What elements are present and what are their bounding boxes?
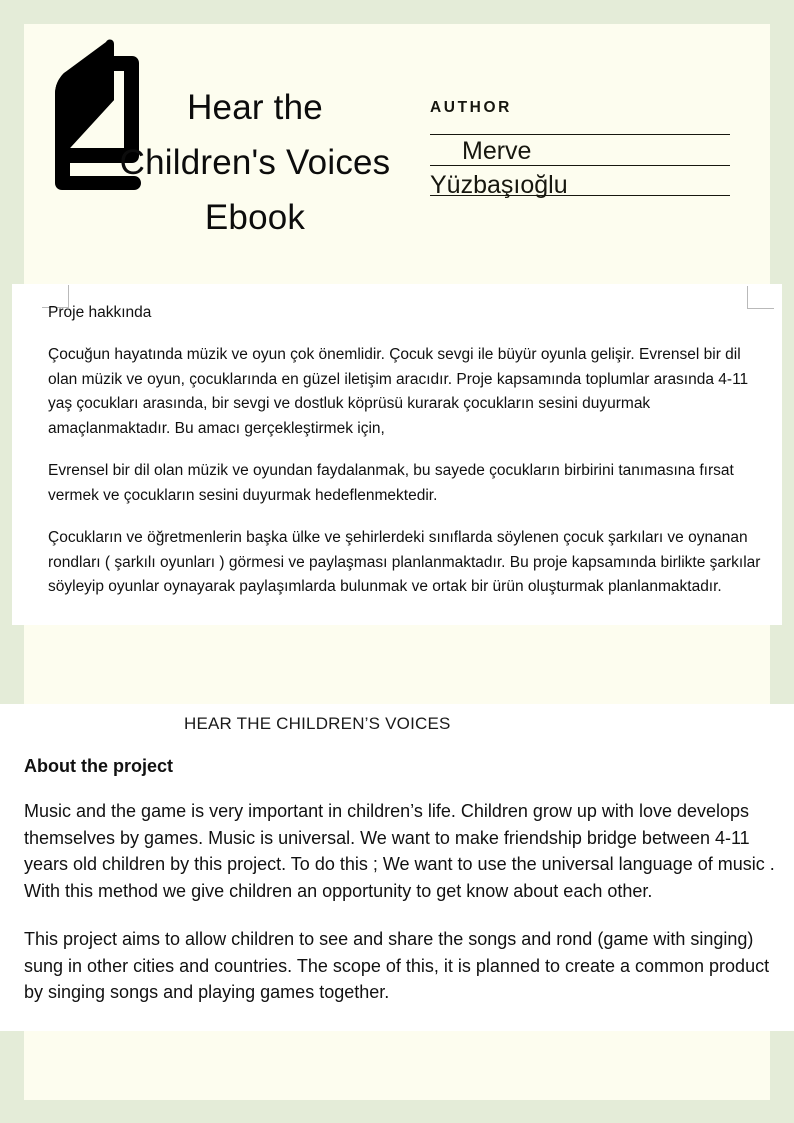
english-paragraph-2: This project aims to allow children to see and share the songs and rond (game with singing) sung in other cities and countries. The scope of this, it is planned to create a common product by singing songs and playing games together.	[24, 929, 770, 1002]
english-subheading: About the project	[24, 756, 173, 776]
author-name-last: Yüzbaşıoğlu	[430, 171, 568, 199]
turkish-paragraph-3: Çocukların ve öğretmenlerin başka ülke ve şehirlerdeki sınıflarda söylenen çocuk şarkıları ve oynanan rondları ( şarkılı oyunları ) görmesi ve paylaşması planlanmaktadır. Bu proje kapsamında birlikte şarkılar söyleyip oyunlar oynayarak paylaşımlarda bulunmak ve ortak bir ürün oluşturmak planlanmaktadır.	[48, 529, 761, 595]
author-name-lines	[430, 134, 730, 212]
english-body	[24, 754, 784, 1006]
turkish-text-panel	[12, 284, 782, 625]
author-label: AUTHOR	[430, 99, 512, 116]
turkish-body	[48, 303, 770, 600]
english-section-heading: HEAR THE CHILDREN’S VOICES	[184, 714, 451, 733]
turkish-paragraph-1: Çocuğun hayatında müzik ve oyun çok önemlidir. Çocuk sevgi ile büyür oyunla gelişir. Evrensel bir dil olan müzik ve oyun, çocuklarında en güzel iletişim aracıdır. Proje kapsamında toplumlar arasında 4-11 yaş çocukları arasında, bir sevgi ve dostluk köprüsü kurarak çocukların sesini duyurmak amaçlanmaktadır. Bu amacı gerçekleştirmek için,	[48, 346, 749, 437]
author-name-first: Merve	[462, 137, 532, 165]
turkish-paragraph-2: Evrensel bir dil olan müzik ve oyundan faydalanmak, bu sayede çocukların birbirini tanımasına fırsat vermek ve çocukların sesini duyurmak hedeflenmektedir.	[48, 462, 734, 504]
author-rule-top	[430, 134, 730, 135]
author-block	[430, 99, 730, 212]
cover-block	[24, 24, 770, 270]
page-title: Hear the Children's Voices Ebook	[119, 88, 391, 237]
turkish-heading: Proje hakkında	[48, 304, 152, 321]
english-paragraph-1: Music and the game is very important in children’s life. Children grow up with love develops themselves by games. Music is universal. We want to make friendship bridge between 4-11 years old children by this project. To do this ; We want to use the universal language of music . With this method we give children an opportunity to get know about each other.	[24, 801, 775, 901]
english-text-panel	[0, 704, 794, 1031]
